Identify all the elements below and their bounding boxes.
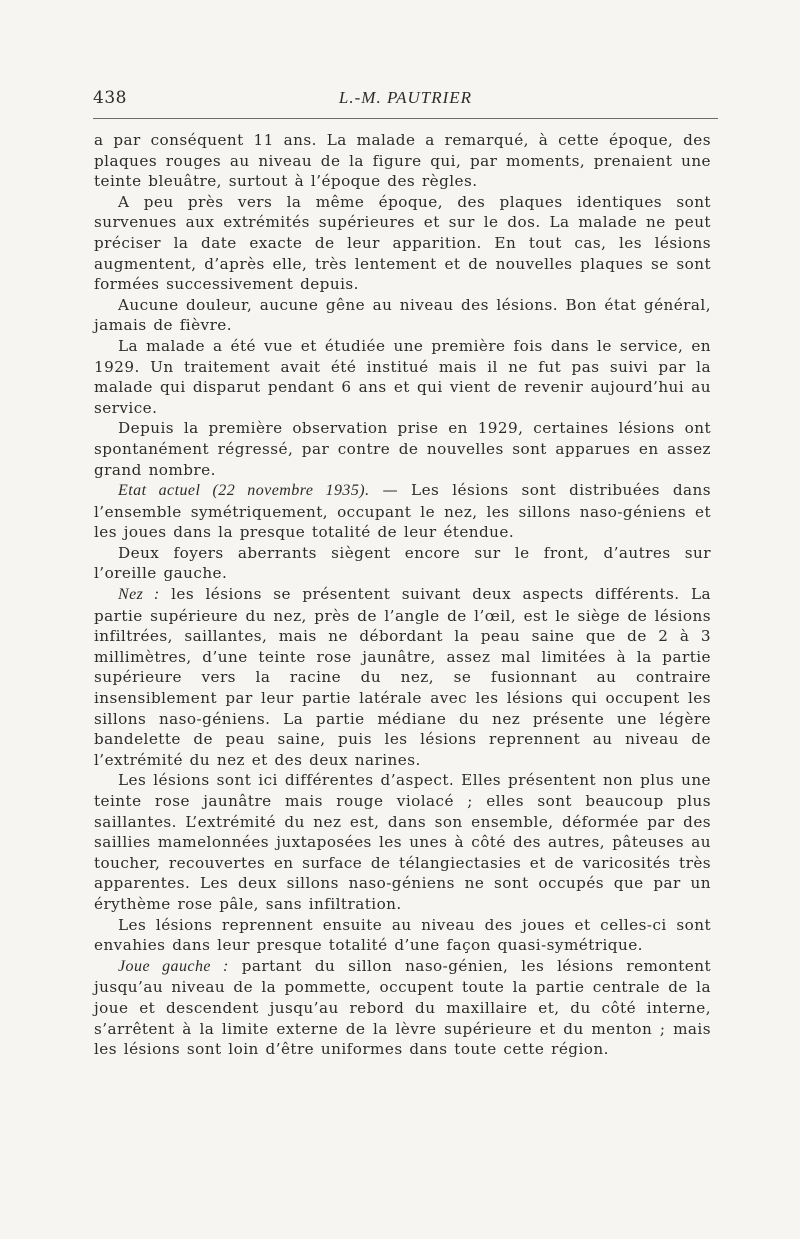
italic-lead: Nez : <box>118 586 160 604</box>
paragraph: Depuis la première observation prise en 1929, certaines lésions ont spontanément régressé, par contre de nouvelles sont apparues en assez grand nombre. <box>94 419 711 479</box>
paragraph: Deux foyers aberrants siègent encore sur le front, d’autres sur l’oreille gauche. <box>94 543 711 583</box>
running-head: L.-M. PAUTRIER <box>338 88 473 107</box>
paragraph: La malade a été vue et étudiée une première fois dans le service, en 1929. Un traitement avait été institué mais il ne fut pas suivi par la malade qui disparut pendant 6 ans et qui vient de revenir aujourd’hui au service. <box>94 336 711 417</box>
paragraph: A peu près vers la même époque, des plaques identiques sont survenues aux extrémités supérieures et sur le dos. La malade ne peut préciser la date exacte de leur apparition. En tout cas, les lésions augmentent, d’après elle, très lentement et de nouvelles plaques se sont formées successivement depuis. <box>94 192 711 294</box>
italic-lead: Etat actuel (22 novembre 1935). <box>118 482 370 500</box>
body-text <box>94 130 711 1060</box>
page-header <box>93 88 718 114</box>
paragraph: Les lésions sont ici différentes d’aspect. Elles présentent non plus une teinte rose jaunâtre mais rouge violacé ; elles sont beaucoup plus saillantes. L’extrémité du nez est, dans son ensemble, déformée par des saillies mamelonnées juxtaposées les unes à côté des autres, pâteuses au toucher, recouvertes en surface de télangiectasies et de varicosités très apparentes. Les deux sillons naso-géniens ne sont occupés que par un érythème rose pâle, sans infiltration. <box>94 771 711 913</box>
paragraph: a par conséquent 11 ans. La malade a remarqué, à cette époque, des plaques rouges au niveau de la figure qui, par moments, prenaient une teinte bleuâtre, surtout à l’époque des règles. <box>94 131 711 191</box>
page-number: 438 <box>93 88 127 108</box>
paragraph: Joue gauche : partant du sillon naso-génien, les lésions remontent jusqu’au niveau de la pommette, occupent toute la partie centrale de la joue et descendent jusqu’au rebord du maxillaire et, du côté interne, s’arrêtent à la limite externe de la lèvre supérieure et du menton ; mais les lésions sont loin d’être uniformes dans toute cette région. <box>94 956 711 1059</box>
italic-lead: Joue gauche : <box>118 957 229 975</box>
paragraph: Les lésions reprennent ensuite au niveau des joues et celles-ci sont envahies dans leur presque totalité d’une façon quasi-symétrique. <box>94 915 711 955</box>
paragraph: Etat actuel (22 novembre 1935). — Les lésions sont distribuées dans l’ensemble symétriquement, occupant le nez, les sillons naso-géniens et les joues dans la presque totalité de leur étendue. <box>94 481 712 542</box>
header-rule <box>93 118 718 119</box>
paragraph: Aucune douleur, aucune gêne au niveau des lésions. Bon état général, jamais de fièvre. <box>94 295 711 335</box>
paragraph: Nez : les lésions se présentent suivant deux aspects différents. La partie supérieure du nez, près de l’angle de l’œil, est le siège de lésions infiltrées, saillantes, mais ne débordant la peau saine que de 2 à 3 millimètres, d’une teinte rose jaunâtre, assez mal limitées à la partie supérieure vers la racine du nez, se fusionnant au contraire insensiblement par leur partie latérale avec les lésions qui occupent les sillons naso-géniens. La partie médiane du nez présente une légère bandelette de peau saine, puis les lésions reprennent au niveau de l’extrémité du nez et des deux narines. <box>94 585 711 769</box>
